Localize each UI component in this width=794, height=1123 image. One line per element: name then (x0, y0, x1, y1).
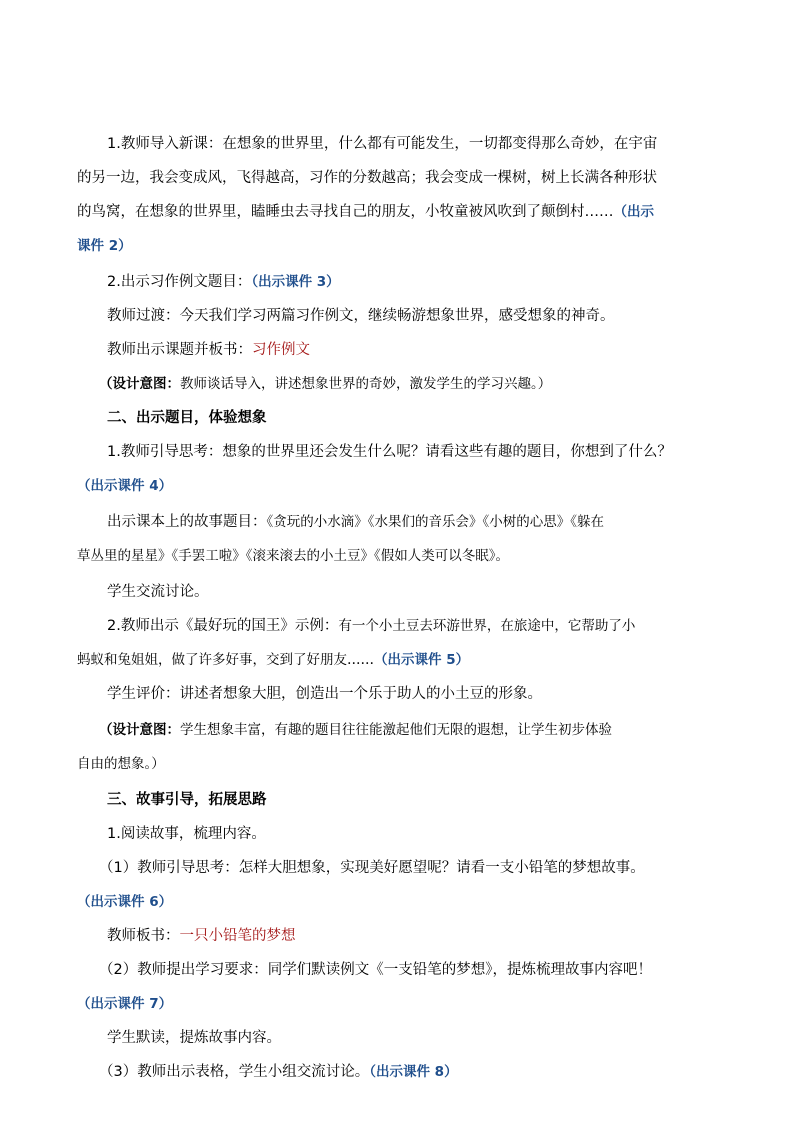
paragraph-step-2 (77, 954, 759, 986)
paragraph-guide-think (77, 436, 767, 468)
paragraph-story-titles-line1 (77, 506, 767, 538)
step-1-text: （1）教师引导思考：怎样大胆想象，实现美好愿望呢？请看一支小铅笔的梦想故事。 (99, 860, 645, 876)
section-heading-3 (77, 784, 767, 816)
courseware-ref: （出示课件 5） (374, 652, 470, 668)
paragraph-intro-line1 (77, 128, 767, 160)
paragraph-board-2 (77, 920, 767, 952)
board-writing: 习作例文 (252, 342, 310, 358)
paragraph-board (77, 334, 767, 366)
example-text: 有一个小土豆去环游世界，在旅途中，它帮助了小 (338, 618, 636, 634)
student-discuss-text: 学生交流讨论。 (107, 584, 209, 600)
board-intro-text: 教师板书： (107, 928, 180, 944)
courseware-ref: 课件 2） (77, 238, 132, 254)
paragraph-design-intent-2-line1 (77, 714, 759, 746)
paragraph-example-line1 (77, 610, 767, 642)
design-intent-text: 自由的想象。） (77, 756, 165, 772)
paragraph-step-1-ref (77, 886, 737, 918)
paragraph-design-intent-1 (77, 368, 759, 400)
paragraph-student-evaluate (77, 678, 767, 710)
example-intro: 2.教师出示《最好玩的国王》示例： (107, 618, 339, 634)
story-titles-list: 《贪玩的小水滴》《水果们的音乐会》《小树的心思》《躲在 (266, 514, 604, 530)
transition-text: 教师过渡：今天我们学习两篇习作例文，继续畅游想象世界，感受想象的神奇。 (107, 308, 615, 324)
step-3-text: （3）教师出示表格，学生小组交流讨论。 (99, 1064, 370, 1080)
design-intent-label: （设计意图： (99, 722, 180, 738)
courseware-ref: （出示课件 7） (77, 996, 173, 1012)
intro-text: 1.教师导入新课：在想象的世界里，什么都有可能发生，一切都变得那么奇妙，在宇宙 (107, 136, 658, 152)
paragraph-guide-think-ref (77, 470, 737, 502)
design-intent-label: （设计意图： (99, 376, 180, 392)
guide-think-text: 1.教师引导思考：想象的世界里还会发生什么呢？请看这些有趣的题目，你想到了什么？ (107, 444, 672, 460)
paragraph-intro-line4 (77, 230, 737, 262)
paragraph-example-line2 (77, 644, 737, 676)
paragraph-transition (77, 300, 767, 332)
board-intro-text: 教师出示课题并板书： (107, 342, 252, 358)
section-heading-text: 二、出示题目，体验想象 (107, 410, 267, 426)
story-titles-intro: 出示课本上的故事题目： (107, 514, 267, 530)
paragraph-story-titles-line2 (77, 540, 737, 572)
intro-text: 的鸟窝，在想象的世界里，瞌睡虫去寻找自己的朋友，小牧童被风吹到了颠倒村…… (77, 204, 614, 220)
paragraph-show-title (77, 266, 767, 298)
intro-text: 的另一边，我会变成风，飞得越高，习作的分数越高；我会变成一棵树，树上长满各种形状 (77, 170, 657, 186)
courseware-ref: （出示课件 6） (77, 894, 173, 910)
paragraph-step-3 (77, 1056, 759, 1088)
read-story-text: 1.阅读故事，梳理内容。 (107, 826, 266, 842)
design-intent-text: 教师谈话导入，讲述想象世界的奇妙，激发学生的学习兴趣。） (180, 376, 552, 392)
story-titles-list: 草丛里的星星》《手罢工啦》《滚来滚去的小土豆》《假如人类可以冬眠》。 (77, 548, 509, 564)
paragraph-intro-line2 (77, 162, 737, 194)
courseware-ref: （出示课件 4） (77, 478, 173, 494)
courseware-ref: （出示课件 8） (369, 1064, 458, 1080)
paragraph-student-read (77, 1022, 767, 1054)
step-2-text: （2）教师提出学习要求：同学们默读例文《一支铅笔的梦想》，提炼梳理故事内容吧！ (99, 962, 652, 978)
example-text: 蚂蚁和兔姐姐，做了许多好事，交到了好朋友…… (77, 652, 374, 668)
courseware-ref: （出示课件 3） (251, 274, 340, 290)
section-heading-text: 三、故事引导，拓展思路 (107, 792, 267, 808)
design-intent-text: 学生想象丰富，有趣的题目往往能激起他们无限的遐想，让学生初步体验 (180, 722, 612, 738)
paragraph-step-1 (77, 852, 759, 884)
board-writing: 一只小铅笔的梦想 (179, 928, 296, 944)
student-evaluate-text: 学生评价：讲述者想象大胆，创造出一个乐于助人的小土豆的形象。 (107, 686, 542, 702)
paragraph-intro-line3 (77, 196, 737, 228)
section-heading-2 (77, 402, 767, 434)
paragraph-read-story (77, 818, 767, 850)
courseware-ref: （出示 (613, 204, 654, 220)
paragraph-design-intent-2-line2 (77, 748, 737, 780)
paragraph-student-discuss (77, 576, 767, 608)
paragraph-step-2-ref (77, 988, 737, 1020)
show-title-text: 2.出示习作例文题目： (107, 274, 252, 290)
student-read-text: 学生默读，提炼故事内容。 (107, 1030, 281, 1046)
